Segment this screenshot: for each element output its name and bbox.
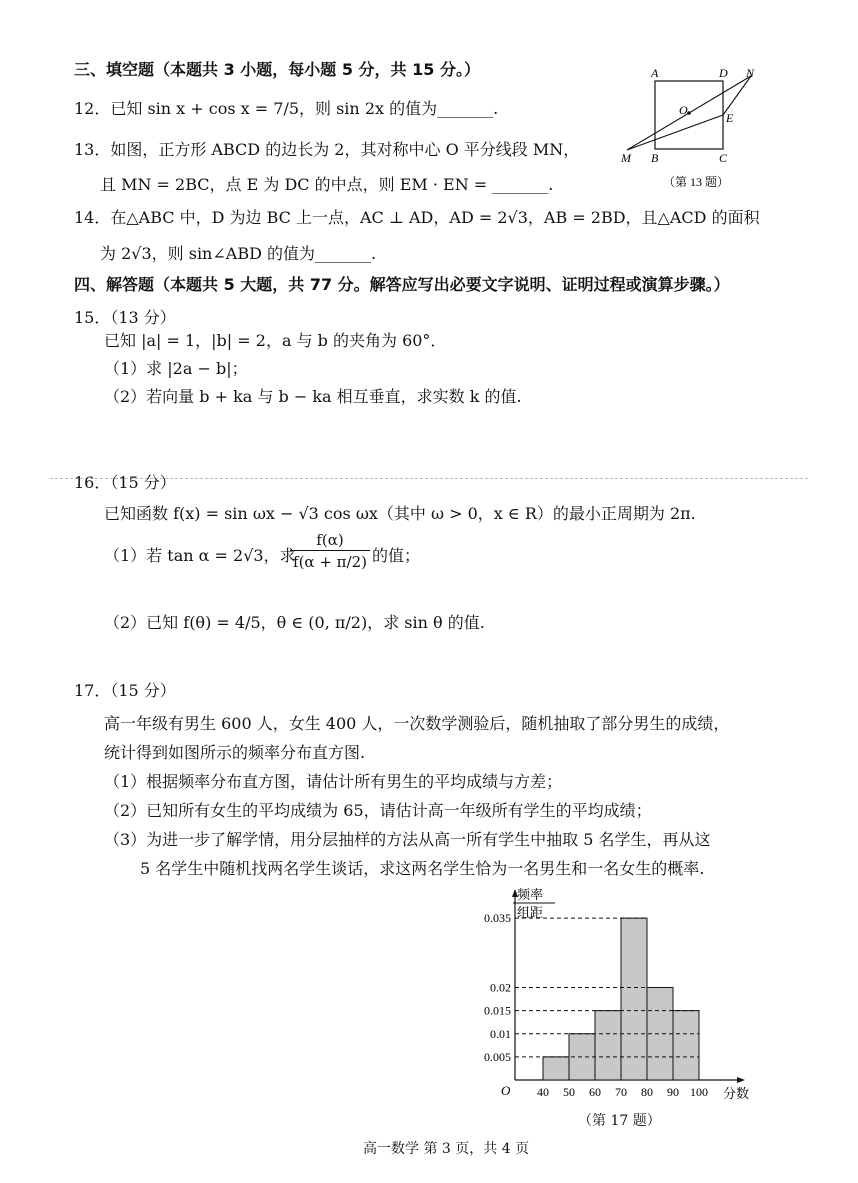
label-a: A [651,66,659,80]
question-14-line1: 14．在△ABC 中，D 为边 BC 上一点，AC ⊥ AD，AD = 2√3，AB = 2BD，且△ACD 的面积 [74,208,760,227]
y-tick-label: 0.005 [484,1049,511,1064]
question-17-part1: （1）根据频率分布直方图，请估计所有男生的平均成绩与方差； [104,772,563,791]
square-abcd [655,81,723,149]
x-tick-label: 70 [615,1085,627,1099]
label-n: N [746,66,755,80]
label-o: O [679,103,688,117]
label-e: E [726,111,734,125]
question-17-line1: 高一年级有男生 600 人，女生 400 人，一次数学测验后，随机抽取了部分男生的成绩， [104,714,730,733]
histogram-bar [621,918,647,1080]
figure-13-caption: （第 13 题） [663,175,730,189]
y-tick-label: 0.015 [484,1003,511,1018]
square-figure [615,62,775,197]
figure-17-caption: （第 17 题） [578,1113,661,1129]
fraction-numerator: f(α) [316,531,344,549]
segment-me [627,115,723,150]
x-tick-label: 50 [563,1085,575,1099]
question-14-line2: 为 2√3，则 sin∠ABD 的值为_______. [100,244,377,263]
page-footer: 高一数学 第 3 页，共 4 页 [363,1141,530,1157]
x-tick-label: 60 [589,1085,601,1099]
histogram-bar [673,1011,699,1080]
label-d: D [719,66,728,80]
question-17-part3-line1: （3）为进一步了解学情，用分层抽样的方法从高一所有学生中抽取 5 名学生，再从这 [104,830,711,849]
fraction [290,530,370,573]
point-o [687,111,691,115]
x-tick-label: 100 [690,1085,708,1099]
y-axis-label-bottom: 组距 [517,905,544,920]
y-tick-label: 0.035 [484,911,511,926]
origin-label: O [501,1083,511,1098]
segment-ne [723,76,751,115]
question-15-line1: 已知 |a| = 1，|b| = 2，a 与 b 的夹角为 60°． [104,331,447,350]
question-13-line1: 13．如图，正方形 ABCD 的边长为 2，其对称中心 O 平分线段 MN， [74,140,580,159]
x-tick-label: 80 [641,1085,653,1099]
label-m: M [621,151,631,165]
question-16-head: 16．（15 分） [74,473,176,492]
question-17-line2: 统计得到如图所示的频率分布直方图. [104,743,366,762]
question-12: 12．已知 sin x + cos x = 7/5，则 sin 2x 的值为_______. [74,99,499,118]
x-tick-label: 90 [667,1085,679,1099]
section4-heading: 四、解答题（本题共 5 大题，共 77 分。解答应写出必要文字说明、证明过程或演算步骤。） [74,275,730,294]
question-17-head: 17．（15 分） [74,681,176,700]
question-16-line1: 已知函数 f(x) = sin ωx − √3 cos ωx（其中 ω > 0，x ∈ R）的最小正周期为 2π. [104,504,696,523]
question-15-head: 15．（13 分） [74,308,176,327]
label-b: B [651,151,659,165]
x-axis-label: 分数 [723,1086,750,1101]
x-axis-arrow [737,1077,745,1083]
y-tick-label: 0.01 [490,1026,511,1041]
question-16-part1-suffix: 的值； [372,546,421,565]
frequency-histogram [455,885,765,1110]
question-15-part2: （2）若向量 b + ka 与 b − ka 相互垂直，求实数 k 的值. [104,387,522,406]
y-tick-label: 0.02 [490,980,511,995]
question-16-part2: （2）已知 f(θ) = 4/5，θ ∈ (0, π/2)，求 sin θ 的值. [104,613,485,632]
question-13-line2: 且 MN = 2BC，点 E 为 DC 的中点，则 EM · EN = _______. [100,175,554,194]
question-16-part1-prefix: （1）若 tan α = 2√3，求 [104,546,296,565]
histogram-bar [595,1011,621,1080]
fraction-denominator: f(α + π/2) [290,550,370,573]
label-c: C [719,151,728,165]
question-17-part2: （2）已知所有女生的平均成绩为 65，请估计高一年级所有学生的平均成绩； [104,801,652,820]
question-15-part1: （1）求 |2a − b|； [104,359,248,378]
x-tick-label: 40 [537,1085,549,1099]
y-axis-label-top: 频率 [517,887,544,902]
question-17-part3-line2: 5 名学生中随机找两名学生谈话，求这两名学生恰为一名男生和一名女生的概率. [140,859,705,878]
section3-heading: 三、填空题（本题共 3 小题，每小题 5 分，共 15 分。） [74,60,480,79]
histogram-bar [543,1057,569,1080]
